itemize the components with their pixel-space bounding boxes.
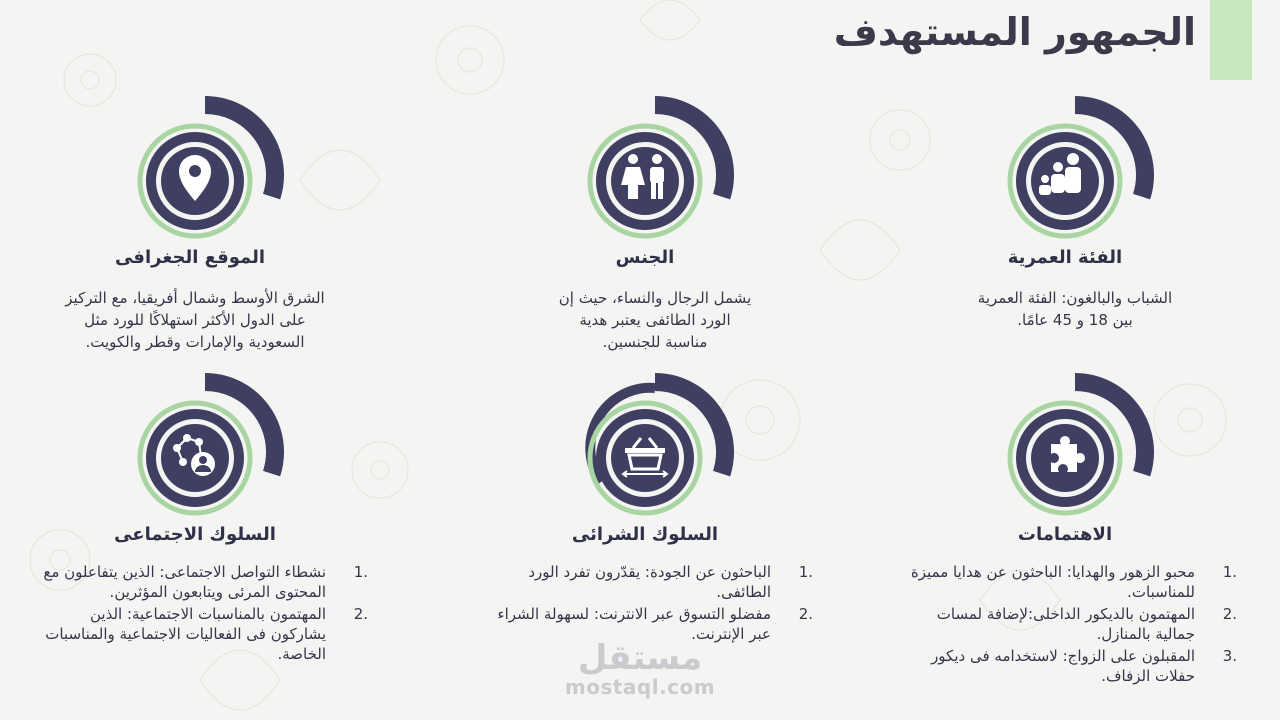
text-line: بين 18 و 45 عامًا. [1017, 311, 1133, 329]
item-number: 2. [1222, 605, 1237, 623]
text-line: يشمل الرجال والنساء، حيث إن [558, 289, 752, 307]
text-line: السعودية والإمارات وقطر والكويت. [85, 333, 305, 351]
social-list [38, 562, 368, 666]
card-title: الموقع الجغرافى [114, 247, 266, 268]
ring-graphic [995, 95, 1155, 255]
card-interests [865, 372, 1265, 702]
text-line: على الدول الأكثر استهلاكًا للورد مثل [84, 311, 306, 329]
ring-graphic [995, 372, 1155, 532]
title-accent-block [1210, 0, 1252, 80]
item-text: المهتمون بالديكور الداخلى:لإضافة لمسات جمالية بالمنازل. [936, 605, 1195, 643]
item-number: 3. [1222, 647, 1237, 665]
list-item [38, 562, 368, 602]
card-gender [445, 95, 845, 365]
text-line: الشرق الأوسط وشمال أفريقيا، مع التركيز [65, 289, 325, 307]
item-text: نشطاء التواصل الاجتماعى: الذين يتفاعلون مع المحتوى المرئى ويتابعون المؤثرين. [43, 563, 326, 601]
item-text: الباحثون عن الجودة: يقدّرون تفرد الورد الطائفى. [528, 563, 771, 601]
card-text [505, 287, 805, 353]
card-title: السلوك الشرائى [571, 524, 719, 545]
card-age-group [865, 95, 1265, 345]
text-line: الشباب والبالغون: الفئة العمرية [977, 289, 1173, 307]
purchasing-list [493, 562, 813, 646]
ring-graphic [575, 372, 735, 532]
item-number: 2. [353, 605, 368, 623]
text-line: مناسبة للجنسين. [602, 333, 708, 351]
item-text: محبو الزهور والهدايا: الباحثون عن هدايا مميزة للمناسبات. [910, 563, 1195, 601]
card-social-behavior [0, 372, 400, 702]
list-item [38, 604, 368, 664]
page-title: الجمهور المستهدف [833, 10, 1196, 54]
watermark-latin: mostaql.com [564, 675, 716, 699]
ring-graphic [125, 95, 285, 255]
card-text [30, 287, 360, 353]
card-text [925, 287, 1225, 331]
item-number: 1. [353, 563, 368, 581]
list-item [493, 562, 813, 602]
card-geographic-location [0, 95, 400, 365]
card-title: السلوك الاجتماعى [114, 524, 276, 545]
item-text: المقبلون على الزواج: لاستخدامه فى ديكور حفلات الزفاف. [931, 647, 1195, 685]
item-number: 1. [798, 563, 813, 581]
list-item [905, 562, 1237, 602]
ring-graphic [575, 95, 735, 255]
text-line: الورد الطائفى يعتبر هدية [579, 311, 731, 329]
card-title: الاهتمامات [1017, 524, 1113, 545]
card-title: الفئة العمرية [1007, 247, 1123, 268]
list-item [905, 604, 1237, 644]
list-item [905, 646, 1237, 686]
item-number: 2. [798, 605, 813, 623]
card-title: الجنس [615, 247, 675, 268]
card-purchasing-behavior [445, 372, 845, 672]
ring-graphic [125, 372, 285, 532]
item-number: 1. [1222, 563, 1237, 581]
watermark-arabic: مستقل [577, 638, 703, 678]
watermark [555, 640, 725, 698]
interests-list [905, 562, 1237, 688]
item-text: المهتمون بالمناسبات الاجتماعية: الذين يشاركون فى الفعاليات الاجتماعية والمناسبات الخاصة. [45, 605, 326, 663]
item-text: مفضلو التسوق عبر الانترنت: لسهولة الشراء عبر الإنترنت. [497, 605, 771, 643]
